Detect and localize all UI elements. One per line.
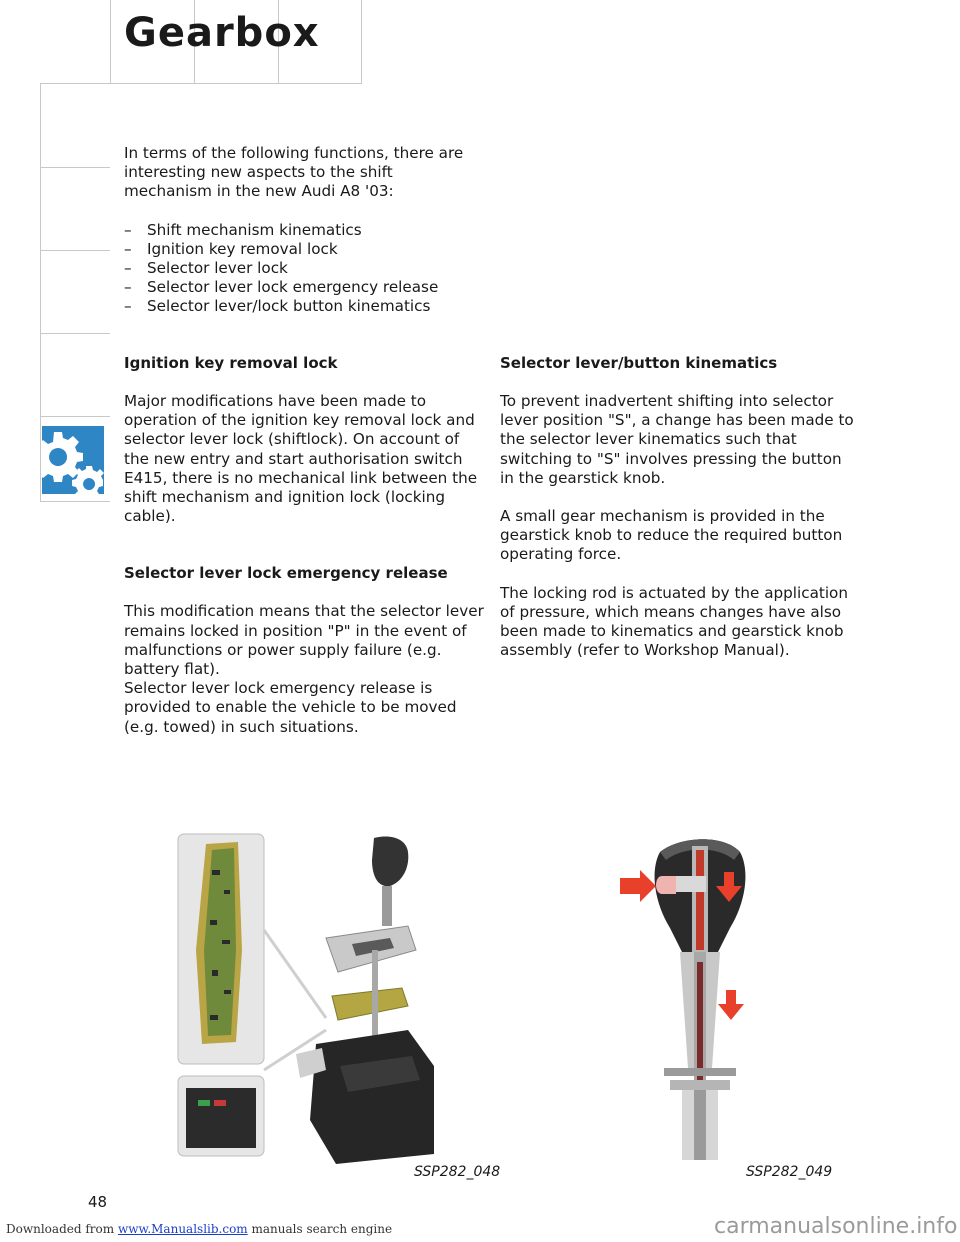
ignition-key-text: Major modifications have been made to operation of the ignition key removal lock and selector lever lock (shiftlock). On account of the new entry and start authorisation switch E415, there is no mechanical link between the shift mechanism and ignition lock (locking cable). bbox=[124, 392, 478, 526]
footer-suffix: manuals search engine bbox=[247, 1222, 393, 1236]
list-item: – Shift mechanism kinematics bbox=[124, 221, 484, 240]
list-item: – Selector lever lock emergency release bbox=[124, 278, 484, 297]
list-item: – Selector lever/lock button kinematics bbox=[124, 297, 484, 316]
intro-text: In terms of the following functions, there are interesting new aspects to the shift mechanism in the new Audi A8 '03: bbox=[124, 144, 464, 201]
shift-mechanism-figure bbox=[176, 830, 436, 1166]
list-item: – Ignition key removal lock bbox=[124, 240, 484, 259]
kinematics-para-2: A small gear mechanism is provided in the gearstick knob to reduce the required button operating force. bbox=[500, 507, 843, 564]
list-item: – Selector lever lock bbox=[124, 259, 484, 278]
kinematics-para-3: The locking rod is actuated by the application of pressure, which means changes have also been made to kinematics and gearstick knob assembly (refer to Workshop Manual). bbox=[500, 583, 848, 660]
page-title: Gearbox bbox=[124, 10, 320, 56]
footer-prefix: Downloaded from bbox=[6, 1222, 118, 1236]
emergency-release-text: This modification means that the selector lever remains locked in position "P" in the event of malfunctions or power supply failure (e.g. battery flat). bbox=[124, 602, 484, 679]
figure-caption-left: SSP282_048 bbox=[414, 1164, 501, 1180]
function-list bbox=[124, 221, 484, 317]
emergency-release-text-2: Selector lever lock emergency release is provided to enable the vehicle to be moved (e.g. towed) in such situations. bbox=[124, 679, 457, 736]
gearstick-knob-figure bbox=[600, 832, 800, 1166]
section-heading-ignition-key: Ignition key removal lock bbox=[124, 354, 338, 372]
watermark: carmanualsonline.info bbox=[714, 1214, 958, 1239]
kinematics-para-1: To prevent inadvertent shifting into selector lever position "S", a change has been made to the selector lever kinematics such that switching to "S" involves pressing the button in the gearstick knob. bbox=[500, 392, 854, 487]
section-heading-emergency-release: Selector lever lock emergency release bbox=[124, 564, 448, 583]
page-number: 48 bbox=[88, 1193, 108, 1211]
manualslib-link[interactable]: www.Manualslib.com bbox=[117, 1222, 248, 1236]
figure-caption-right: SSP282_049 bbox=[746, 1164, 833, 1180]
section-heading-button-kinematics: Selector lever/button kinematics bbox=[500, 354, 778, 372]
download-footer bbox=[6, 1222, 392, 1236]
gears-icon bbox=[42, 426, 104, 494]
